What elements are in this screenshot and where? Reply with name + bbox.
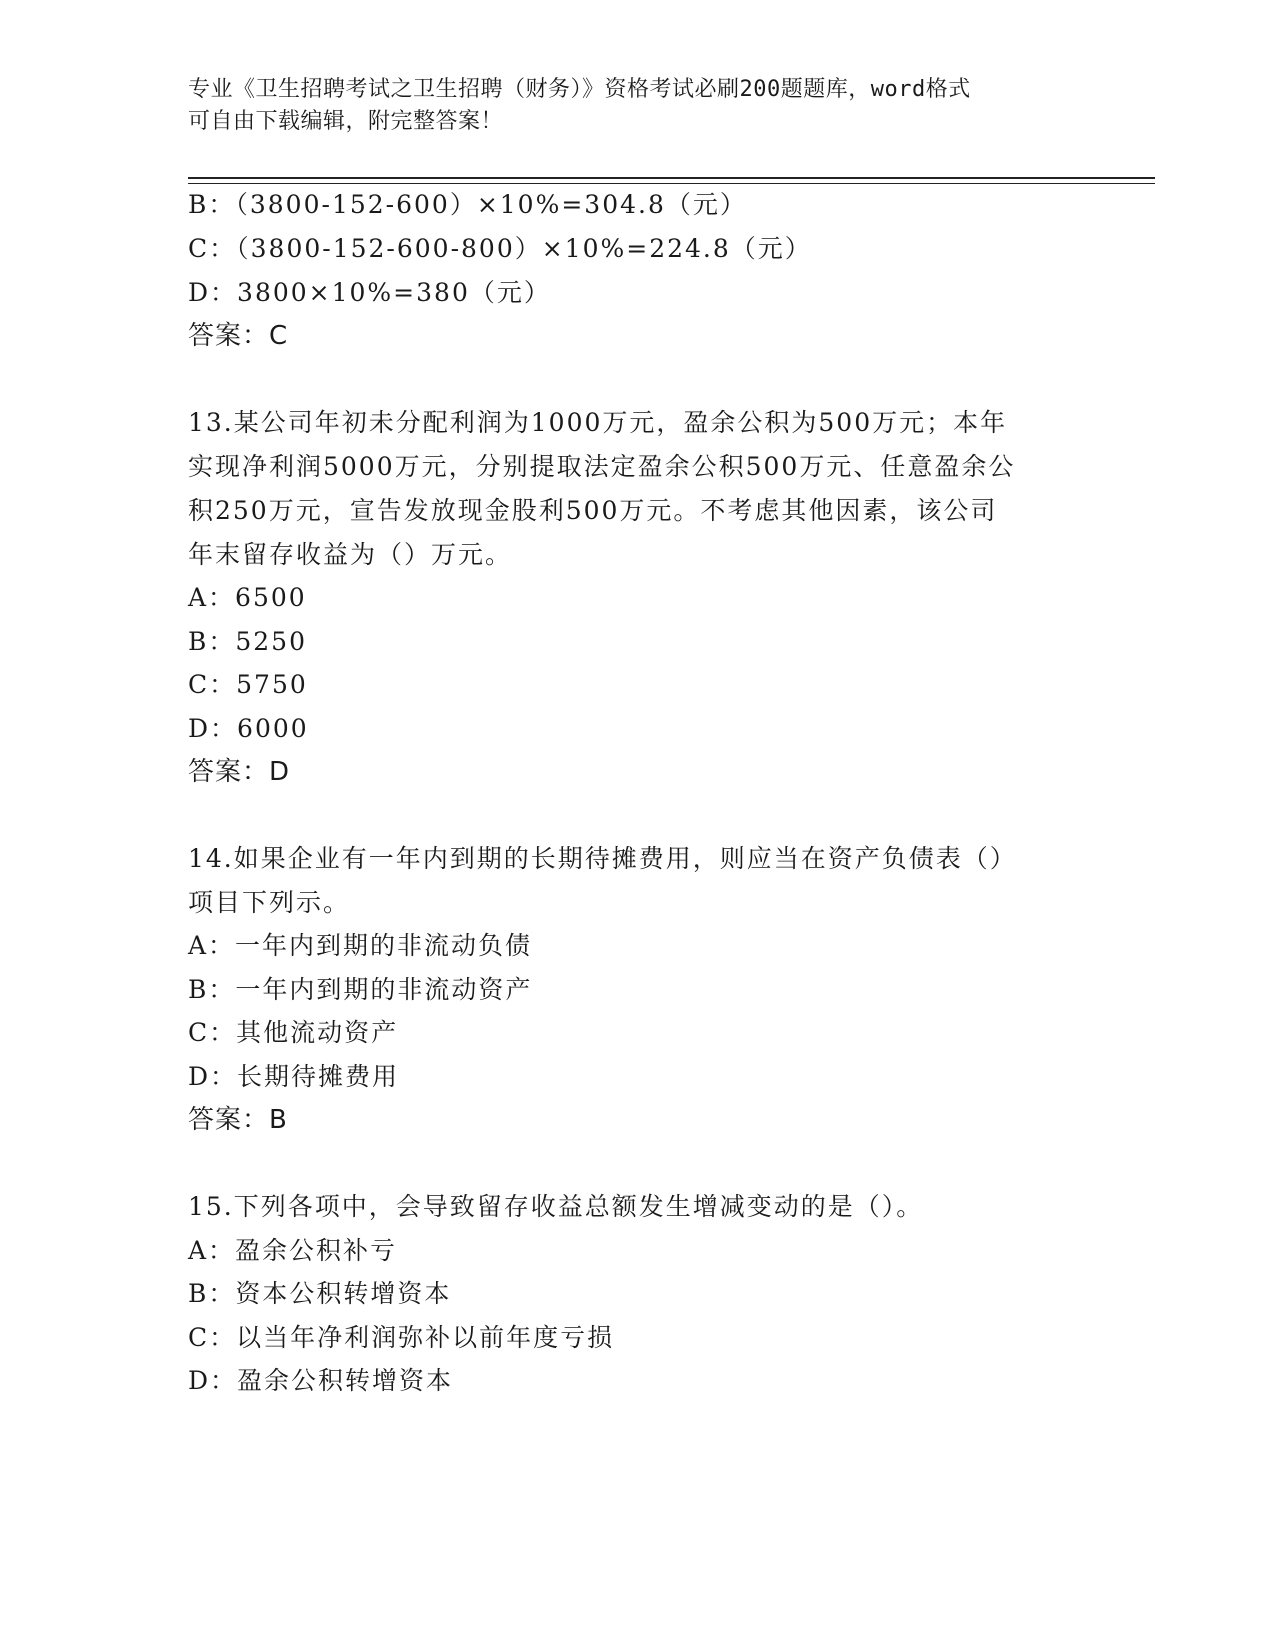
q14-option-d: D：长期待摊费用 bbox=[188, 1062, 400, 1091]
q15-option-c: C：以当年净利润弥补以前年度亏损 bbox=[188, 1323, 615, 1352]
q14-answer: 答案：B bbox=[188, 1105, 288, 1135]
header-line-2: 可自由下载编辑，附完整答案！ bbox=[188, 109, 504, 134]
prev-option-c: C：（3800-152-600-800）×10%=224.8（元） bbox=[188, 234, 812, 263]
q15-stem-line-1: 15.下列各项中，会导致留存收益总额发生增减变动的是（）。 bbox=[188, 1192, 924, 1221]
q13-answer: 答案：D bbox=[188, 757, 291, 787]
document-header bbox=[188, 74, 1088, 138]
q13-stem-line-2: 实现净利润5000万元，分别提取法定盈余公积500万元、任意盈余公 bbox=[188, 452, 1016, 481]
q13-stem-line-1: 13.某公司年初未分配利润为1000万元，盈余公积为500万元；本年 bbox=[188, 408, 1008, 437]
q13-option-d: D：6000 bbox=[188, 714, 309, 743]
header-divider-thin bbox=[188, 183, 1155, 184]
q14-stem-line-2: 项目下列示。 bbox=[188, 888, 351, 917]
q14-option-a: A：一年内到期的非流动负债 bbox=[188, 931, 533, 960]
q15-option-b: B：资本公积转增资本 bbox=[188, 1279, 452, 1308]
q14-option-b: B：一年内到期的非流动资产 bbox=[188, 975, 533, 1004]
prev-answer: 答案：C bbox=[188, 321, 289, 351]
q14-stem-line-1: 14.如果企业有一年内到期的长期待摊费用，则应当在资产负债表（） bbox=[188, 844, 1017, 873]
header-line-1: 专业《卫生招聘考试之卫生招聘（财务）》资格考试必刷200题题库，word格式 bbox=[188, 77, 971, 102]
prev-option-d: D：3800×10%=380（元） bbox=[188, 278, 551, 307]
q15-option-a: A：盈余公积补亏 bbox=[188, 1236, 398, 1265]
prev-option-b: B：（3800-152-600）×10%=304.8（元） bbox=[188, 190, 747, 219]
q13-option-c: C：5750 bbox=[188, 670, 308, 699]
q13-option-a: A：6500 bbox=[188, 583, 307, 612]
q13-option-b: B：5250 bbox=[188, 627, 307, 656]
q15-option-d: D：盈余公积转增资本 bbox=[188, 1366, 454, 1395]
header-divider-thick bbox=[188, 177, 1155, 179]
q13-stem-line-3: 积250万元，宣告发放现金股利500万元。不考虑其他因素，该公司 bbox=[188, 496, 998, 525]
q14-option-c: C：其他流动资产 bbox=[188, 1018, 399, 1047]
q13-stem-line-4: 年末留存收益为（）万元。 bbox=[188, 540, 513, 569]
